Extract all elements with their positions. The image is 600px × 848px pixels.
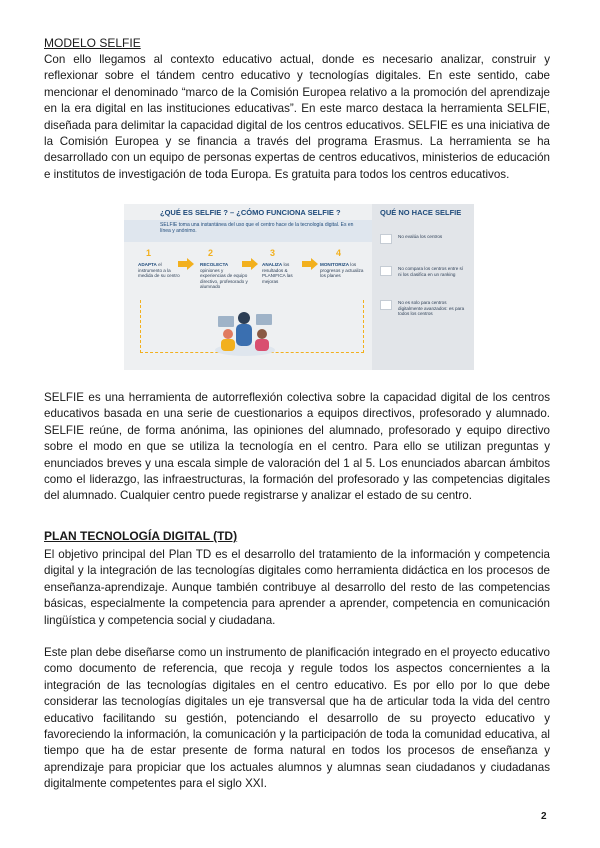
step-4-text: los progresos y actualiza los planes [320, 262, 364, 279]
people-illustration-icon [210, 308, 280, 356]
step-2-number: 2 [208, 248, 214, 258]
step-4 [320, 262, 368, 279]
step-3-text: los resultados & PLANIFICA las mejoras [262, 262, 293, 284]
step-1-head: ADAPTA [138, 262, 157, 267]
paragraph-selfie-description: SELFIE es una herramienta de autorreflexión colectiva sobre la capacidad digital de los centros educativos basada en una serie de cuestionarios a equipos directivos, profesorado y alumnado. SELFIE reúne, de forma anónima, las opiniones del alumnado, profesorado y equipo directivo sobre el modo en que se utiliza la tecnología en el centro. Para ello se utilizan preguntas y enunciados breves y una escala simple de valoración del 1 al 5. Los enunciados abarcan ámbitos como el liderazgo, las infraestructuras, la formación del profesorado y las competencias digitales del alumnado. Cualquier centro puede registrarse y analizar el estado de su centro. [44, 391, 550, 503]
step-2 [200, 262, 248, 290]
arrow-right-icon [178, 258, 194, 270]
step-1-number: 1 [146, 248, 152, 258]
not-item-2: No compara los centros entre sí ni los clasifica en un ranking [398, 266, 464, 277]
figure-title: ¿QUÉ ES SELFIE ? – ¿CÓMO FUNCIONA SELFIE ? [160, 208, 341, 217]
selfie-infographic [124, 204, 474, 370]
step-3-number: 3 [270, 248, 276, 258]
step-2-text: opiniones y experiencias de equipo directivo, profesorado y alumnado [200, 267, 248, 290]
arrow-right-icon [242, 258, 258, 270]
paragraph-intro: Con ello llegamos al contexto educativo actual, donde es necesario analizar, construir y reflexionar sobre el tándem centro educativo y tecnologías digitales. En este sentido, cabe mencionar el denominado “marco de la Comisión Europea relativo a la promoción del aprendizaje en la era digital en las instituciones educativas”. En este marco destaca la herramienta SELFIE, diseñada para delimitar la capacidad digital de los centros educativos. SELFIE es una iniciativa de la Comisión Europea y se financia a través del programa Erasmus. La herramienta se ha desarrollado con un equipo de personas expertas de centros educativos, ministerios de educación e institutos de investigación de toda Europa. Es gratuita para todos los centros educativos. [44, 53, 550, 181]
paragraph-plan-objective: El objetivo principal del Plan TD es el desarrollo del tratamiento de la información y competencia digital y la integración de las tecnologías digitales como herramienta didáctica en los procesos de enseñanza-aprendizaje. Aunque también contribuye al desarrollo del resto de las competencias básicas, especialmente la competencia para aprender a aprender, competencia en comunicación lingüística y competencia social y ciudadana. [44, 548, 550, 627]
step-4-number: 4 [336, 248, 342, 258]
step-2-head: RECOLECTA [200, 262, 229, 267]
not-item-box-icon [380, 300, 392, 310]
not-item-1: No evalúa los centros [398, 234, 443, 239]
step-4-head: MONITORIZA [320, 262, 350, 267]
step-1-text: el instrumento a la medida de su centro [138, 262, 180, 279]
figure-title-right: QUÉ NO HACE SELFIE [380, 208, 462, 217]
heading-modelo-selfie: MODELO SELFIE [44, 36, 141, 50]
step-3-head: ANALIZA [262, 262, 283, 267]
page-number: 2 [541, 811, 547, 822]
not-item-3: No es solo para centros digitalmente avanzados: es para todos los centros [398, 300, 465, 317]
arrow-right-icon [302, 258, 318, 270]
figure-intro: SELFIE toma una instantánea del uso que el centro hace de la tecnología digital. Es en línea y anónimo. [160, 222, 354, 234]
not-item-box-icon [380, 234, 392, 244]
not-panel [372, 204, 474, 370]
heading-plan-td: PLAN TECNOLOGÍA DIGITAL (TD) [44, 529, 238, 543]
paragraph-plan-design: Este plan debe diseñarse como un instrumento de planificación integrado en el proyecto educativo como documento de referencia, que recoja y regule todos los aspectos concernientes a la integración de las tecnologías digitales en el centro educativo. Es por ello por lo que debe considerar las tecnologías digitales un eje transversal que ha de articular toda la vida del centro educativo facilitando su gestión, potenciando el desarrollo de su proyecto educativo y favoreciendo la información, la comunicación y la participación de toda la comunidad educativa, al tiempo que ha de estar presente de forma natural en todos los procesos de enseñanza y aprendizaje para propiciar que los actuales alumnos y alumnas sean ciudadanos y ciudadanas digitalmente competentes para el siglo XXI. [44, 646, 550, 791]
not-item-box-icon [380, 266, 392, 276]
